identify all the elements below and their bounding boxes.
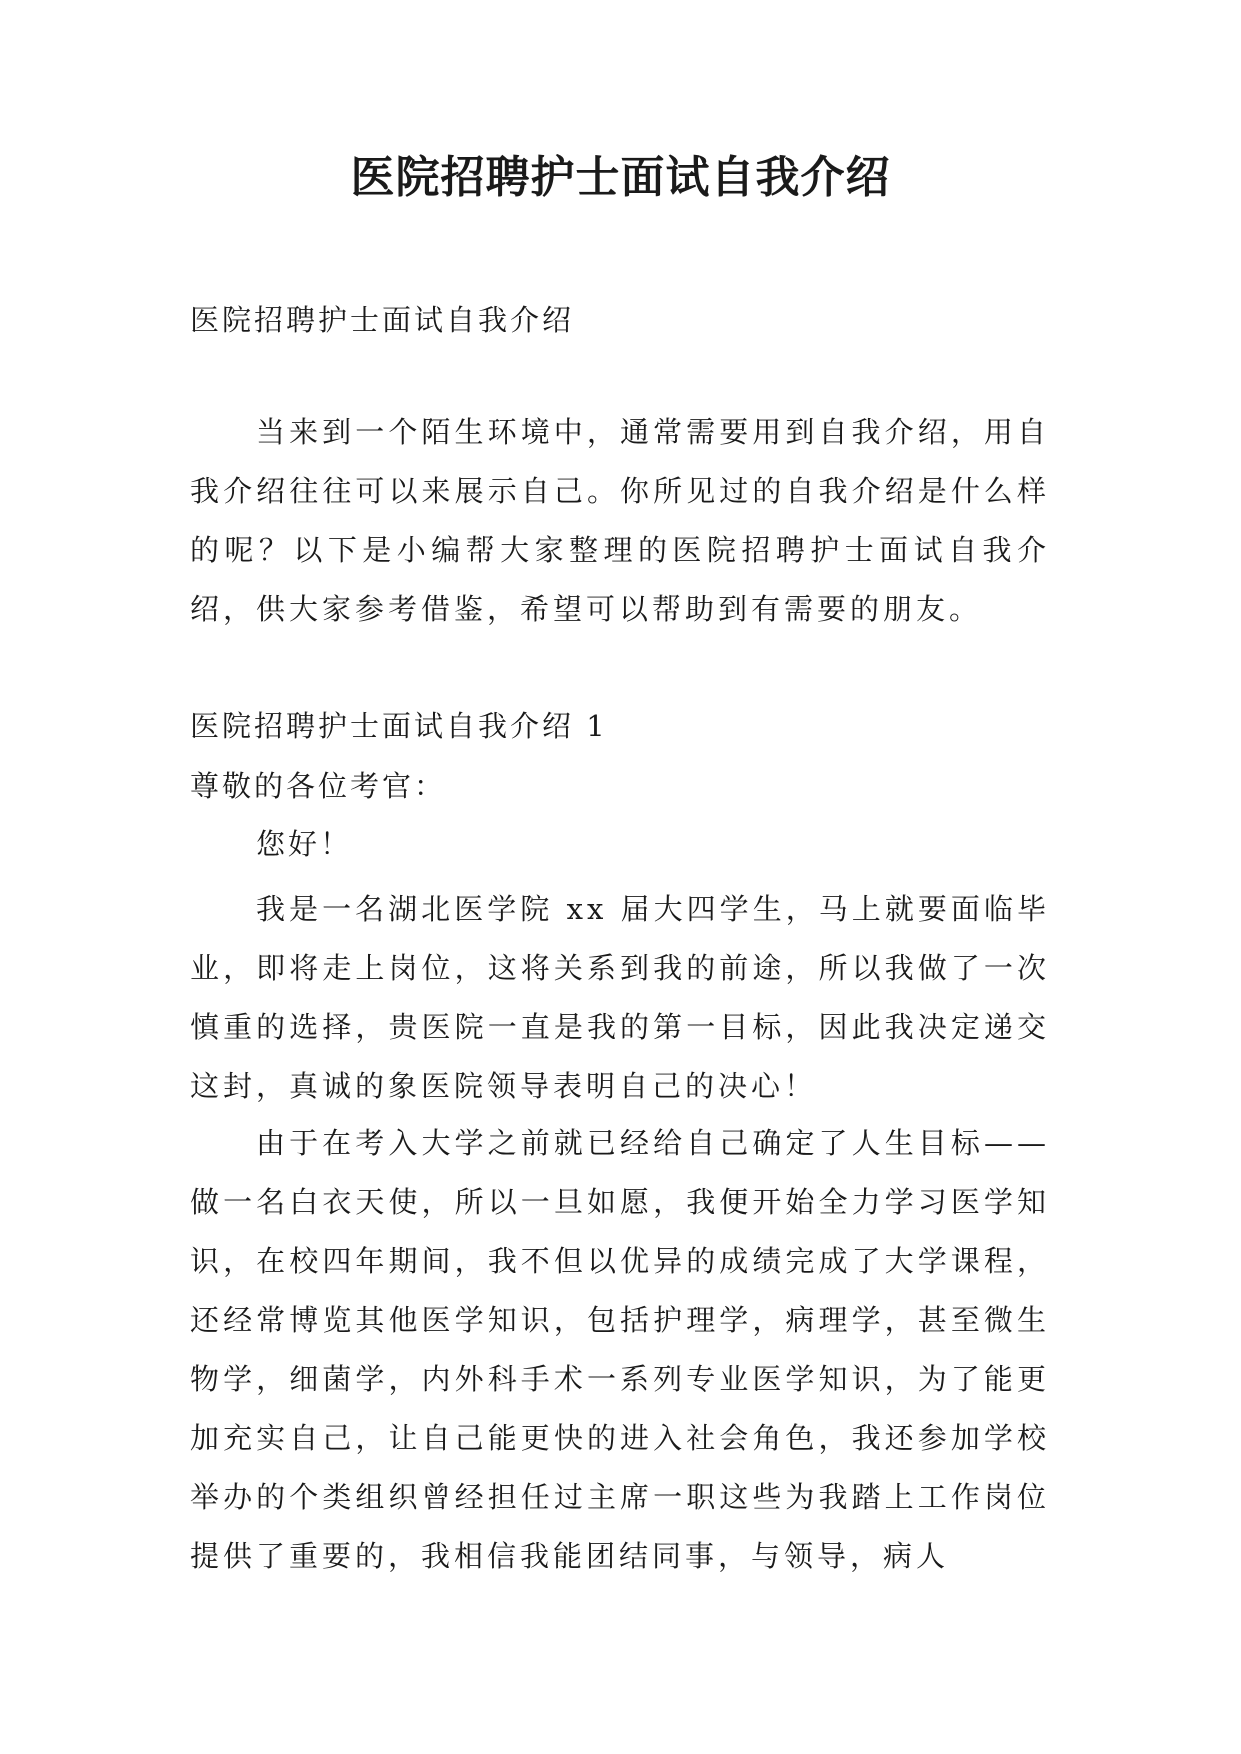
greeting: 您好！ (256, 827, 353, 861)
body-paragraph: 我是一名湖北医学院 xx 届大四学生，马上就要面临毕业，即将走上岗位，这将关系到我的前途，所以我做了一次慎重的选择，贵医院一直是我的第一目标，因此我决定递交这封，真诚的象医院领导表明自己的决心！ (190, 892, 1050, 1103)
page-title: 医院招聘护士面试自我介绍 (350, 152, 891, 203)
salutation: 尊敬的各位考官： (190, 769, 447, 803)
body-paragraph: 由于在考入大学之前就已经给自己确定了人生目标——做一名白衣天使，所以一旦如愿，我便开始全力学习医学知识，在校四年期间，我不但以优异的成绩完成了大学课程，还经常博览其他医学知识，包括护理学，病理学，甚至微生物学，细菌学，内外科手术一系列专业医学知识，为了能更加充实自己，让自己能更快的进入社会角色，我还参加学校举办的个类组织曾经担任过主席一职这些为我踏上工作岗位提供了重要的，我相信我能团结同事，与领导，病人 (190, 1126, 1050, 1573)
document-subtitle: 医院招聘护士面试自我介绍 (190, 303, 575, 337)
section-heading: 医院招聘护士面试自我介绍 1 (190, 709, 608, 743)
intro-paragraph: 当来到一个陌生环境中，通常需要用到自我介绍，用自我介绍往往可以来展示自己。你所见过的自我介绍是什么样的呢？以下是小编帮大家整理的医院招聘护士面试自我介绍，供大家参考借鉴，希望可以帮助到有需要的朋友。 (190, 415, 1050, 626)
